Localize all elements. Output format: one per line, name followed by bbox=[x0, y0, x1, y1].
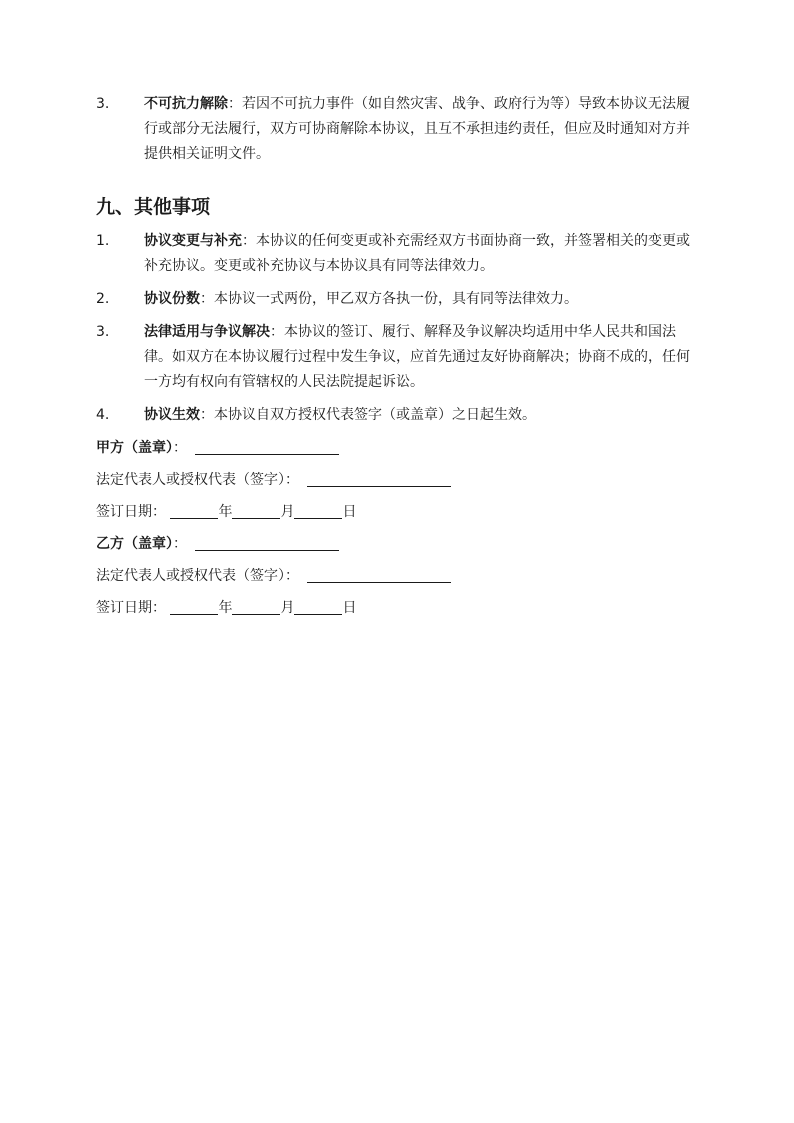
party-b-year-field[interactable] bbox=[170, 598, 218, 615]
section-heading-other-matters: 九、其他事项 bbox=[96, 196, 211, 218]
day-label: 日 bbox=[342, 504, 357, 520]
party-b-seal-field[interactable] bbox=[195, 534, 339, 551]
clause-separator: ： bbox=[228, 96, 242, 112]
clause-separator: ： bbox=[270, 324, 284, 340]
party-a-day-field[interactable] bbox=[294, 502, 342, 519]
party-a-label: 甲方（盖章） bbox=[96, 440, 173, 456]
party-a-date-label: 签订日期： bbox=[96, 504, 166, 520]
month-label: 月 bbox=[280, 600, 295, 616]
party-b-colon: ： bbox=[173, 536, 187, 552]
clause-separator: ： bbox=[200, 407, 214, 423]
document-page bbox=[96, 92, 700, 620]
year-label: 年 bbox=[218, 600, 233, 616]
clause-number: 3. bbox=[96, 324, 110, 340]
clause-number: 2. bbox=[96, 291, 110, 307]
clause-title: 法律适用与争议解决 bbox=[144, 324, 270, 340]
clause-text: 本协议自双方授权代表签字（或盖章）之日起生效。 bbox=[214, 407, 536, 423]
party-b-rep-label: 法定代表人或授权代表（签字）： bbox=[96, 568, 299, 584]
party-a-seal-line bbox=[96, 436, 700, 460]
party-a-representative-line bbox=[96, 468, 700, 492]
party-b-day-field[interactable] bbox=[294, 598, 342, 615]
party-a-rep-label: 法定代表人或授权代表（签字）： bbox=[96, 472, 299, 488]
clause-text: 本协议的签订、履行、解释及争议解决均适用中华人民共和国法律。如双方在本协议履行过程中发生争议，应首先通过友好协商解决；协商不成的，任何一方均有权向有管辖权的人民法院提起诉讼。 bbox=[144, 324, 690, 390]
clause-number: 4. bbox=[96, 407, 110, 423]
party-b-month-field[interactable] bbox=[232, 598, 280, 615]
clause-text: 本协议一式两份，甲乙双方各执一份，具有同等法律效力。 bbox=[214, 291, 578, 307]
clause-number: 1. bbox=[96, 233, 110, 249]
clause-text: 若因不可抗力事件（如自然灾害、战争、政府行为等）导致本协议无法履行或部分无法履行，双方可协商解除本协议，且互不承担违约责任，但应及时通知对方并提供相关证明文件。 bbox=[144, 96, 690, 162]
clause-title: 不可抗力解除 bbox=[144, 96, 228, 112]
clause-title: 协议生效 bbox=[144, 407, 200, 423]
party-a-seal-field[interactable] bbox=[195, 438, 339, 455]
party-b-representative-line bbox=[96, 564, 700, 588]
party-a-month-field[interactable] bbox=[232, 502, 280, 519]
clause-separator: ： bbox=[242, 233, 256, 249]
clause-amendment bbox=[96, 229, 700, 279]
party-b-label: 乙方（盖章） bbox=[96, 536, 173, 552]
clause-title: 协议变更与补充 bbox=[144, 233, 242, 249]
day-label: 日 bbox=[342, 600, 357, 616]
party-a-date-line bbox=[96, 500, 700, 524]
month-label: 月 bbox=[280, 504, 295, 520]
party-b-seal-line bbox=[96, 532, 700, 556]
clause-copies bbox=[96, 287, 700, 312]
party-b-signature-field[interactable] bbox=[307, 566, 451, 583]
year-label: 年 bbox=[218, 504, 233, 520]
clause-title: 协议份数 bbox=[144, 291, 200, 307]
party-b-date-label: 签订日期： bbox=[96, 600, 166, 616]
clause-number: 3. bbox=[96, 96, 110, 112]
clause-governing-law bbox=[96, 320, 700, 395]
party-a-year-field[interactable] bbox=[170, 502, 218, 519]
clause-separator: ： bbox=[200, 291, 214, 307]
party-b-date-line bbox=[96, 596, 700, 620]
party-a-signature-field[interactable] bbox=[307, 470, 451, 487]
clause-effectiveness bbox=[96, 403, 700, 428]
clause-text: 本协议的任何变更或补充需经双方书面协商一致，并签署相关的变更或补充协议。变更或补充协议与本协议具有同等法律效力。 bbox=[144, 233, 690, 274]
clause-force-majeure bbox=[96, 92, 700, 167]
party-a-colon: ： bbox=[173, 440, 187, 456]
